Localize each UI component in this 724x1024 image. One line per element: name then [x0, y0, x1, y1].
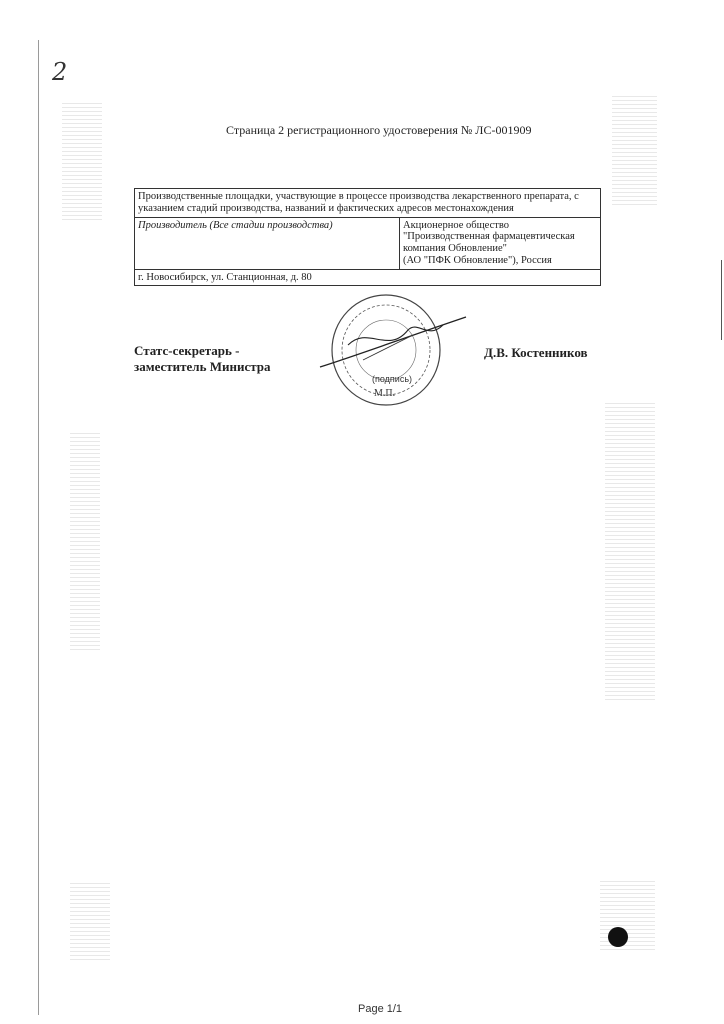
- site-address: г. Новосибирск, ул. Станционная, д. 80: [135, 269, 601, 286]
- production-sites-table: [134, 188, 601, 286]
- table-row: [135, 217, 601, 269]
- ink-blot: [608, 927, 628, 947]
- company-line: (АО "ПФК Обновление"), Россия: [403, 254, 552, 266]
- company-line: "Производственная фармацевтическая компания Обновление": [403, 231, 575, 254]
- scan-noise: [70, 880, 110, 960]
- handwritten-page-mark: 2: [52, 58, 68, 86]
- table-row: [135, 189, 601, 218]
- company-line: Акционерное общество: [403, 219, 509, 231]
- left-margin-line: [38, 40, 39, 1015]
- table-row: [135, 269, 601, 286]
- scan-noise: [62, 100, 102, 220]
- stamp-signature-label: (подпись): [372, 374, 413, 384]
- right-edge-line: [721, 260, 722, 340]
- page-header: Страница 2 регистрационного удостоверения № ЛС-001909: [226, 123, 532, 137]
- table-heading: Производственные площадки, участвующие в процессе производства лекарственного препарата, с указанием стадий производства, названий и фактических адресов местонахождения: [135, 189, 601, 218]
- page-footer: Page 1/1: [358, 1003, 403, 1015]
- scan-noise: [605, 400, 655, 700]
- stamp-mp-label: М.П.: [374, 388, 396, 399]
- scan-noise: [70, 430, 100, 650]
- scan-noise: [612, 95, 657, 205]
- signatory-title: Статс-секретарь - заместитель Министра: [134, 343, 271, 374]
- manufacturer-company: [400, 217, 601, 269]
- manufacturer-role: Производитель (Все стадии производства): [135, 217, 400, 269]
- signatory-name: Д.В. Костенников: [484, 345, 588, 360]
